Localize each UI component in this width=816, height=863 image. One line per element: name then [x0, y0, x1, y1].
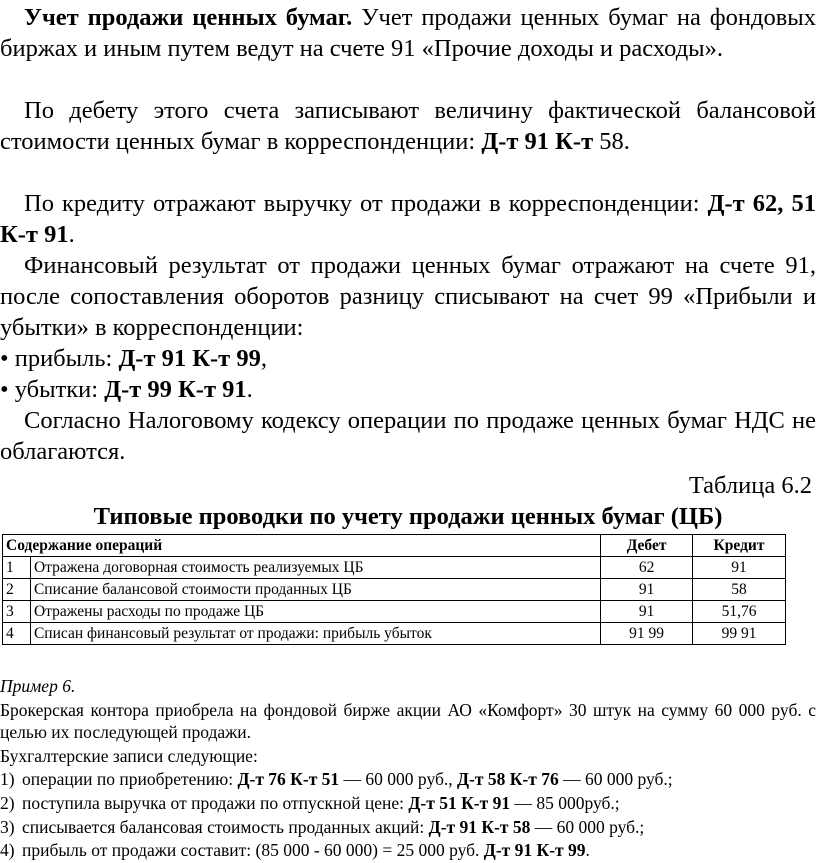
bullet-loss	[0, 374, 816, 405]
record-label: прибыль от продажи составит: (85 000 - 60 000) = 25 000 руб.	[22, 840, 484, 860]
record-amount: .	[585, 840, 590, 860]
intro-text: Учет продажи ценных бумаг на фондовых биржах и иным путем ведут на счете 91 «Прочие доходы и расходы».	[0, 4, 816, 62]
bullet-mark: •	[0, 376, 9, 403]
record-entry-2: Д-т 58 К-т 76	[457, 769, 559, 789]
header-debit: Дебет	[601, 535, 693, 557]
row-debit: 91 99	[601, 623, 693, 645]
paragraph-intro	[0, 2, 816, 64]
bullet-tail: ,	[260, 345, 267, 372]
record-item-1	[0, 769, 816, 791]
credit-text: По кредиту отражают выручку от продажи в корреспонденции:	[24, 190, 708, 217]
row-content: Отражены расходы по продаже ЦБ	[30, 601, 600, 623]
record-entry: Д-т 91 К-т 99	[483, 840, 586, 860]
table-row	[3, 579, 786, 601]
row-credit: 99 91	[693, 623, 786, 645]
record-entry: Д-т 91 К-т 58	[428, 817, 531, 837]
example-text: Брокерская контора приобрела на фондовой бирже акции АО «Комфорт» 30 штук на сумму 60 000 руб. с целью их последующей продажи.	[0, 700, 816, 742]
table-row	[3, 557, 786, 579]
row-number: 1	[3, 557, 31, 579]
record-item-2	[0, 793, 816, 815]
row-debit: 91	[601, 579, 693, 601]
record-amount-2: — 60 000 руб.;	[558, 769, 673, 789]
debit-text: По дебету этого счета записывают величину фактической балансовой стоимости ценных бумаг в корреспонденции:	[0, 97, 816, 155]
row-credit: 58	[693, 579, 786, 601]
record-entry: Д-т 51 К-т 91	[408, 793, 511, 813]
row-debit: 62	[601, 557, 693, 579]
vat-text: Согласно Налоговому кодексу операции по продаже ценных бумаг НДС не облагаются.	[0, 407, 816, 465]
record-entry: Д-т 76 К-т 51	[237, 769, 340, 789]
debit-entry: Д-т 91 К-т	[481, 128, 594, 155]
record-amount: — 60 000 руб.,	[339, 769, 457, 789]
records-intro: Бухгалтерские записи следующие:	[0, 746, 258, 766]
table-label: Таблица 6.2	[688, 472, 812, 499]
table-row	[3, 623, 786, 645]
header-credit: Кредит	[693, 535, 786, 557]
row-content: Списание балансовой стоимости проданных ЦБ	[30, 579, 600, 601]
bullet-label: прибыль:	[14, 345, 119, 372]
bullet-mark: •	[0, 345, 9, 372]
header-content: Содержание операций	[3, 535, 601, 557]
record-number: 2)	[0, 793, 15, 813]
row-credit: 51,76	[693, 601, 786, 623]
example-title: Пример 6.	[0, 676, 76, 696]
bullet-tail: .	[246, 376, 253, 403]
record-label: операции по приобретению:	[22, 769, 238, 789]
paragraph-debit	[0, 95, 816, 157]
credit-entry: Д-т 62, 51 К-т 91	[0, 190, 816, 248]
row-credit: 91	[693, 557, 786, 579]
paragraph-credit	[0, 188, 816, 250]
bullet-profit	[0, 343, 816, 374]
record-item-3	[0, 817, 816, 839]
paragraph-vat	[0, 405, 816, 467]
record-number: 4)	[0, 840, 15, 860]
bullet-label: убытки:	[14, 376, 105, 403]
record-item-4	[0, 840, 816, 862]
record-number: 3)	[0, 817, 15, 837]
credit-tail: .	[68, 221, 75, 248]
paragraph-result	[0, 250, 816, 343]
row-number: 4	[3, 623, 31, 645]
record-label: поступила выручка от продажи по отпускной цене:	[22, 793, 409, 813]
debit-tail: 58.	[599, 128, 630, 155]
operations-table	[2, 534, 786, 645]
table-header-row	[3, 535, 786, 557]
record-label: списывается балансовая стоимость проданных акций:	[22, 817, 429, 837]
record-amount: — 85 000руб.;	[510, 793, 620, 813]
row-number: 3	[3, 601, 31, 623]
row-number: 2	[3, 579, 31, 601]
row-content: Списан финансовый результат от продажи: прибыль убыток	[30, 623, 600, 645]
row-debit: 91	[601, 601, 693, 623]
bullet-entry: Д-т 91 К-т 99	[118, 345, 261, 372]
section-title: Учет продажи ценных бумаг.	[24, 4, 353, 31]
table-title: Типовые проводки по учету продажи ценных бумаг (ЦБ)	[93, 503, 723, 530]
bullet-entry: Д-т 99 К-т 91	[104, 376, 247, 403]
result-text: Финансовый результат от продажи ценных бумаг отражают на счете 91, после сопоставления оборотов разницу списывают на счет 99 «Прибыли и убытки» в корреспонденции:	[0, 252, 816, 341]
record-amount: — 60 000 руб.;	[530, 817, 645, 837]
record-number: 1)	[0, 769, 15, 789]
table-row	[3, 601, 786, 623]
row-content: Отражена договорная стоимость реализуемых ЦБ	[30, 557, 600, 579]
